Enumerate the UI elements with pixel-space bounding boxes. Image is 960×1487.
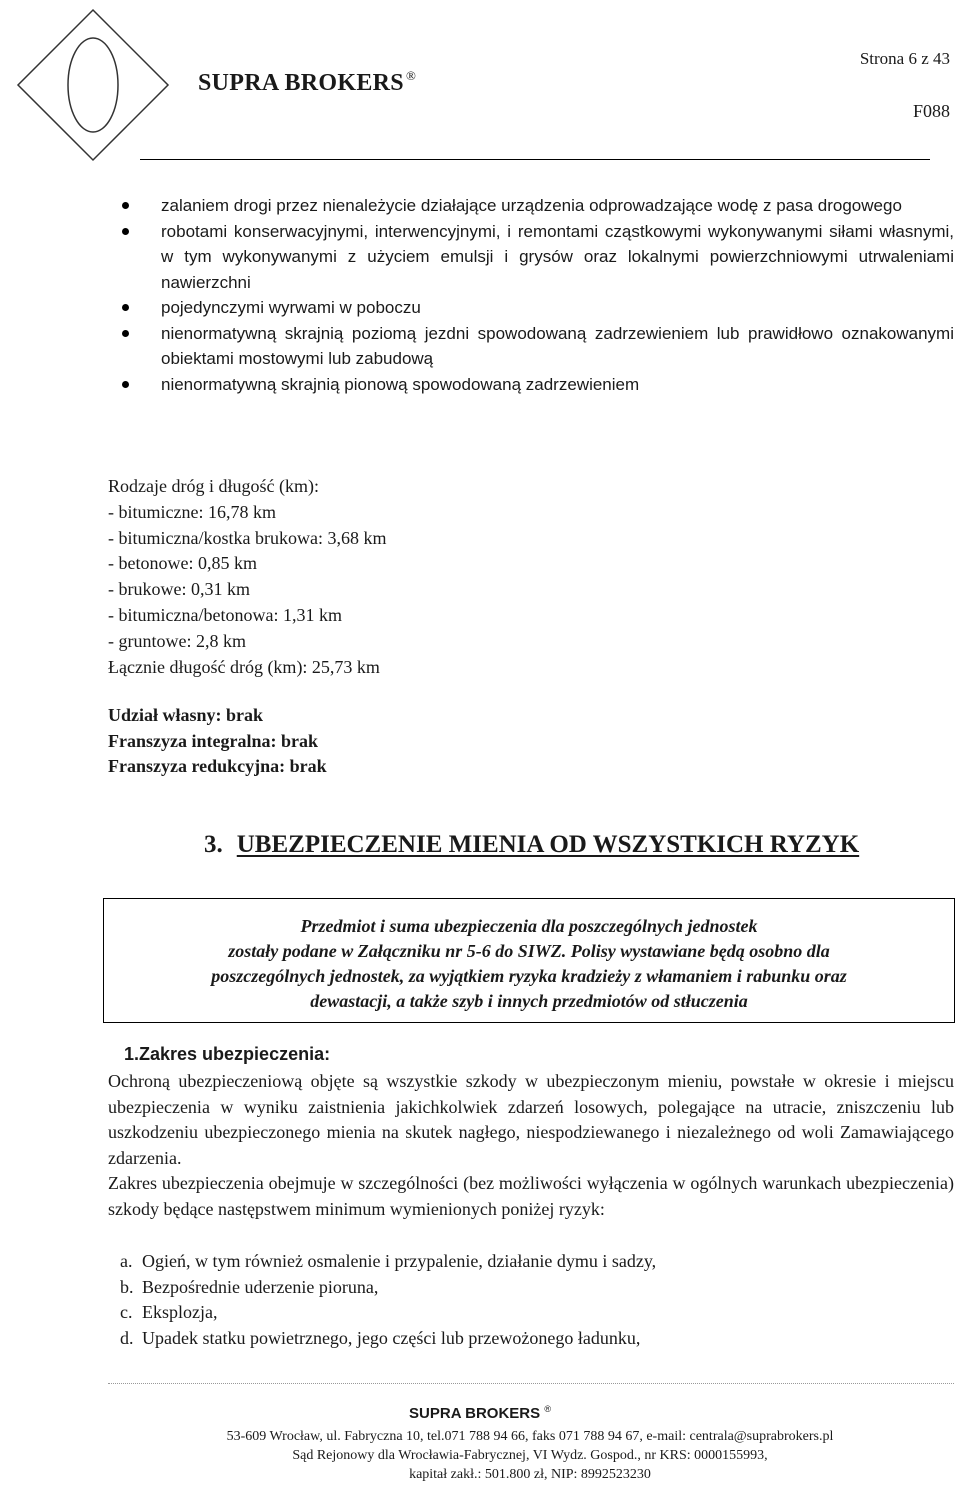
risk-item — [120, 1275, 656, 1301]
subject-note-box — [103, 898, 955, 1023]
scope-paragraph: Zakres ubezpieczenia obejmuje w szczególności (bez możliwości wyłączenia w ogólnych warunkach ubezpieczenia) szkody będące następstwem minimum wymienionych poniżej ryzyk: — [108, 1173, 954, 1219]
road-types-section — [108, 474, 386, 680]
risk-text: Bezpośrednie uderzenie pioruna, — [142, 1276, 379, 1297]
own-share: Udział własny: brak — [108, 705, 264, 725]
list-item: pojedynczymi wyrwami w poboczu — [108, 295, 954, 321]
section-heading — [204, 831, 859, 859]
risk-letter: d. — [120, 1327, 134, 1348]
risk-item — [120, 1326, 656, 1352]
road-types-title: Rodzaje dróg i długość (km): — [108, 476, 319, 496]
section-title: UBEZPIECZENIE MIENIA OD WSZYSTKICH RYZYK — [236, 831, 860, 858]
footer-address: 53-609 Wrocław, ul. Fabryczna 10, tel.071 788 94 66, faks 071 788 94 67, e-mail: centrala@suprabrokers.pl — [226, 1429, 834, 1444]
deductibles-section — [108, 703, 327, 780]
registered-trademark: ® — [405, 68, 417, 83]
list-item: nienormatywną skrajnią pionową spowodowaną zadrzewieniem — [108, 372, 954, 398]
note-line: poszczególnych jednostek, za wyjątkiem ryzyka kradzieży z włamaniem i rabunku oraz — [211, 966, 847, 986]
road-type-item: - bitumiczna/betonowa: 1,31 km — [108, 604, 342, 625]
footer-company-text: SUPRA BROKERS — [409, 1405, 541, 1422]
list-item: zalaniem drogi przez nienależycie działające urządzenia odprowadzające wodę z pasa drogowego — [108, 193, 954, 219]
risk-letter: c. — [120, 1302, 133, 1322]
road-type-item: - bitumiczna/kostka brukowa: 3,68 km — [108, 527, 387, 548]
scope-paragraph: Ochroną ubezpieczeniową objęte są wszystkie szkody w ubezpieczonym mieniu, powstałe w okresie i miejscu ubezpieczenia w wyniku zaistnienia jakichkolwiek zdarzeń losowych, polegające na utracie, zniszczeniu lub uszkodzeniu ubezpieczonego mienia na skutek nagłego, niespodziewanego i niezależnego od woli Zamawiającego zdarzenia. — [108, 1071, 954, 1168]
list-item: robotami konserwacyjnymi, interwencyjnymi, i remontami cząstkowymi wykonywanymi siłami własnymi, w tym wykonywanymi z użyciem emulsji i grysów oraz lokalnymi powierzchniowymi utrwaleniami nawierzchni — [108, 219, 954, 296]
header-divider — [140, 159, 930, 160]
road-type-item: - gruntowe: 2,8 km — [108, 630, 246, 651]
document-code: F088 — [912, 101, 950, 121]
road-total-length: Łącznie długość dróg (km): 25,73 km — [108, 656, 380, 677]
risk-item — [120, 1249, 656, 1275]
footer-trademark: ® — [544, 1404, 551, 1414]
risk-letter: b. — [120, 1276, 134, 1297]
footer-court-registration: Sąd Rejonowy dla Wrocławia-Fabrycznej, VI Wydz. Gospod., nr KRS: 0000155993, — [292, 1448, 768, 1463]
road-type-item: - bitumiczne: 16,78 km — [108, 501, 276, 522]
note-line: Przedmiot i suma ubezpieczenia dla poszczególnych jednostek — [300, 916, 758, 936]
reducing-franchise: Franszyza redukcyjna: brak — [108, 756, 327, 776]
risk-text: Ogień, w tym również osmalenie i przypalenie, działanie dymu i sadzy, — [142, 1251, 657, 1271]
header-company-name — [198, 68, 416, 97]
list-item: nienormatywną skrajnią poziomą jezdni spowodowaną zadrzewieniem lub prawidłowo oznakowanymi obiektami mostowymi lub zabudową — [108, 321, 954, 372]
scope-title: 1.Zakres ubezpieczenia: — [124, 1044, 331, 1064]
note-line: dewastacji, a także szyb i innych przedmiotów od stłuczenia — [310, 991, 748, 1011]
footer-company-name — [0, 1404, 960, 1422]
footer-divider — [108, 1383, 954, 1384]
page-number: Strona 6 z 43 — [859, 49, 950, 68]
risk-text: Upadek statku powietrznego, jego części lub przewożonego ładunku, — [142, 1327, 641, 1348]
footer-capital: kapitał zakł.: 501.800 zł, NIP: 8992523230 — [409, 1467, 651, 1482]
note-line: zostały podane w Załączniku nr 5-6 do SIWZ. Polisy wystawiane będą osobno dla — [228, 941, 830, 961]
risk-item — [120, 1300, 656, 1326]
damage-causes-list — [108, 193, 954, 397]
header-company-text: SUPRA BROKERS — [198, 70, 404, 96]
road-type-item: - brukowe: 0,31 km — [108, 579, 250, 600]
section-number: 3. — [204, 831, 223, 858]
company-logo-icon — [14, 6, 172, 164]
scope-body — [108, 1069, 954, 1222]
road-type-item: - betonowe: 0,85 km — [108, 553, 257, 574]
risk-text: Eksplozja, — [142, 1302, 218, 1322]
integral-franchise: Franszyza integralna: brak — [108, 730, 318, 751]
risk-letter: a. — [120, 1251, 133, 1271]
risks-list — [120, 1249, 656, 1351]
